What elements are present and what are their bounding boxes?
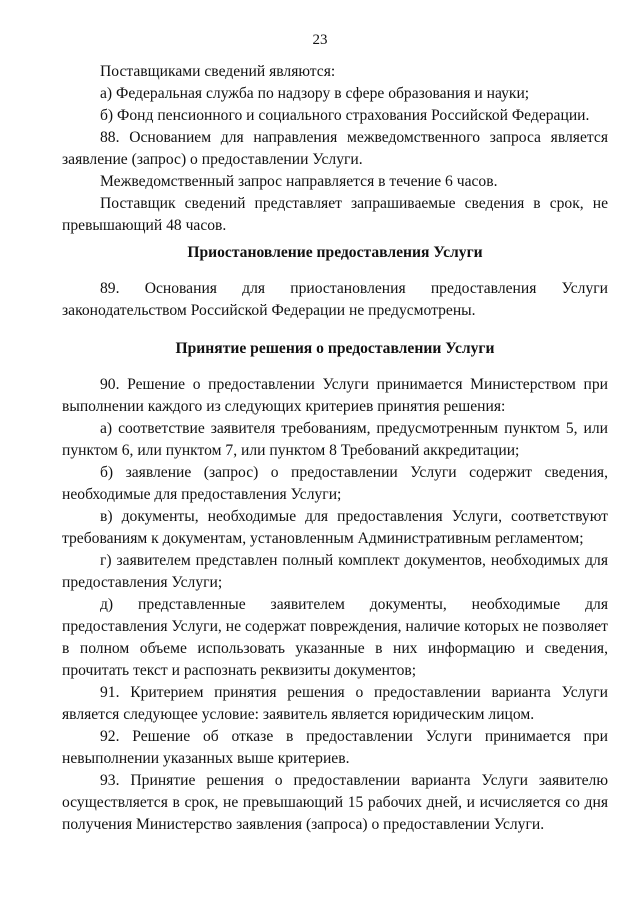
paragraph: 91. Критерием принятия решения о предоставлении варианта Услуги является следующее условие: заявитель является юридическим лицом. — [62, 684, 608, 723]
paragraph: а) соответствие заявителя требованиям, предусмотренным пунктом 5, или пунктом 6, или пунктом 7, или пунктом 8 Требований аккредитации; — [62, 420, 608, 459]
paragraph: Поставщиками сведений являются: — [100, 63, 336, 80]
paragraph: 92. Решение об отказе в предоставлении Услуги принимается при невыполнении указанных выше критериев. — [62, 728, 608, 767]
paragraph: 90. Решение о предоставлении Услуги принимается Министерством при выполнении каждого из следующих критериев принятия решения: — [62, 376, 608, 415]
paragraph: б) Фонд пенсионного и социального страхования Российской Федерации. — [100, 107, 590, 124]
section-decision — [62, 374, 608, 836]
paragraph: в) документы, необходимые для предоставления Услуги, соответствуют требованиям к документам, установленным Административным регламентом; — [62, 508, 608, 547]
paragraph: Межведомственный запрос направляется в течение 6 часов. — [100, 173, 498, 190]
section-suspension — [62, 278, 608, 322]
paragraph: г) заявителем представлен полный комплект документов, необходимых для предоставления Услуги; — [62, 552, 608, 591]
section-heading: Принятие решения о предоставлении Услуги — [175, 340, 495, 357]
paragraph: д) представленные заявителем документы, необходимые для предоставления Услуги, не содержат повреждения, наличие которых не позволяет в полном объеме использовать указанные в них информацию и сведения, прочитать текст и распознать реквизиты документов; — [62, 596, 608, 679]
page-number: 23 — [312, 32, 328, 48]
paragraph: а) Федеральная служба по надзору в сфере образования и науки; — [100, 85, 530, 102]
paragraph: 93. Принятие решения о предоставлении варианта Услуги заявителю осуществляется в срок, не превышающий 15 рабочих дней, и исчисляется со дня получения Министерство заявления (запроса) о предоставлении Услуги. — [62, 772, 608, 833]
paragraph: 89. Основания для приостановления предоставления Услуги законодательством Российской Федерации не предусмотрены. — [62, 280, 608, 319]
section-heading: Приостановление предоставления Услуги — [187, 244, 483, 261]
paragraph: 88. Основанием для направления межведомственного запроса является заявление (запрос) о предоставлении Услуги. — [62, 129, 608, 168]
paragraph: Поставщик сведений представляет запрашиваемые сведения в срок, не превышающий 48 часов. — [62, 195, 608, 234]
section-suppliers — [62, 61, 608, 237]
paragraph: б) заявление (запрос) о предоставлении Услуги содержит сведения, необходимые для предоставления Услуги; — [62, 464, 608, 503]
